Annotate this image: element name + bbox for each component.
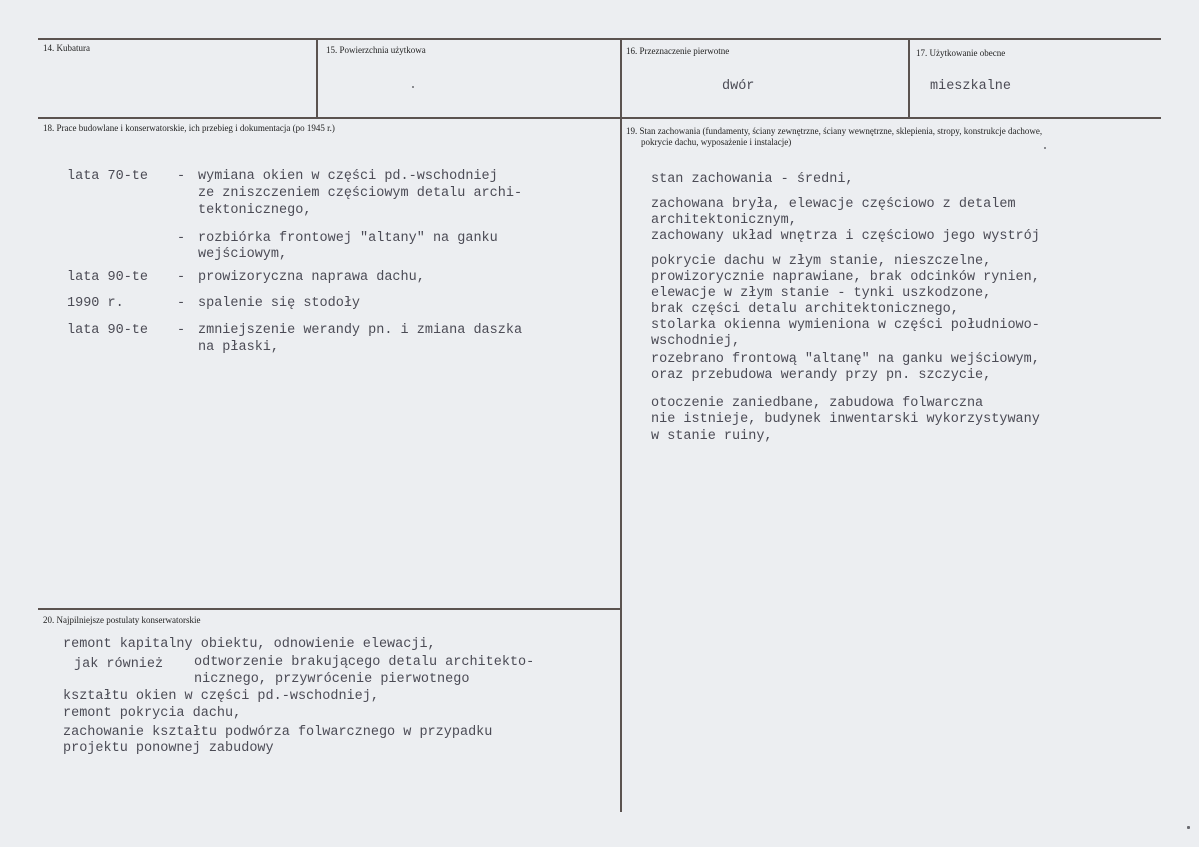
stan-line: nie istnieje, budynek inwentarski wykorzystywany bbox=[651, 412, 1040, 427]
postulaty-label: 20. Najpilniejsze postulaty konserwatorskie bbox=[43, 615, 201, 625]
stan-line: wschodniej, bbox=[651, 334, 741, 349]
prace-entry-line: spalenie się stodoły bbox=[198, 296, 361, 311]
stan-line: zachowany układ wnętrza i częściowo jego wystrój bbox=[651, 229, 1040, 244]
divider-15-16 bbox=[620, 38, 622, 812]
stan-line: w stanie ruiny, bbox=[651, 429, 773, 444]
prace-entry-date: lata 70-te bbox=[67, 169, 149, 184]
postulaty-line: remont pokrycia dachu, bbox=[63, 706, 242, 721]
postulaty-line: remont kapitalny obiektu, odnowienie elewacji, bbox=[63, 637, 436, 652]
powierzchnia-label: 15. Powierzchnia użytkowa bbox=[326, 45, 426, 55]
postulaty-line: kształtu okien w części pd.-wschodniej, bbox=[63, 689, 379, 704]
divider-14-15 bbox=[316, 38, 318, 118]
top-rule bbox=[38, 38, 1161, 40]
przeznaczenie-label: 16. Przeznaczenie pierwotne bbox=[626, 46, 730, 56]
stan-line: brak części detalu architektonicznego, bbox=[651, 302, 959, 317]
prace-entry-line: wymiana okien w części pd.-wschodniej bbox=[198, 169, 498, 184]
stan-line: architektonicznym, bbox=[651, 213, 797, 228]
prace-entry-line: zmniejszenie werandy pn. i zmiana daszka bbox=[198, 323, 523, 338]
section-20-top-rule bbox=[38, 608, 621, 610]
postulaty-line: jak również bbox=[74, 657, 164, 672]
prace-label: 18. Prace budowlane i konserwatorskie, ich przebieg i dokumentacja (po 1945 r.) bbox=[43, 123, 335, 133]
przeznaczenie-value: dwór bbox=[722, 79, 755, 94]
prace-entry-line: na płaski, bbox=[198, 340, 280, 355]
prace-entry-dash: - bbox=[177, 169, 186, 184]
postulaty-line: nicznego, przywrócenie pierwotnego bbox=[194, 672, 470, 687]
kubatura-label: 14. Kubatura bbox=[43, 43, 90, 53]
prace-entry-dash: - bbox=[177, 270, 186, 285]
uzytkowanie-value: mieszkalne bbox=[930, 79, 1012, 94]
prace-entry-line: prowizoryczna naprawa dachu, bbox=[198, 270, 425, 285]
postulaty-line: zachowanie kształtu podwórza folwarcznego w przypadku bbox=[63, 725, 493, 740]
stan-line: pokrycie dachu w złym stanie, nieszczelne, bbox=[651, 254, 992, 269]
prace-entry-dash: - bbox=[177, 231, 186, 246]
stan-line: elewacje w złym stanie - tynki uszkodzone, bbox=[651, 286, 992, 301]
prace-entry-line: ze zniszczeniem częściowym detalu archi- bbox=[198, 186, 523, 201]
prace-entry-date: lata 90-te bbox=[67, 323, 149, 338]
scan-speck bbox=[412, 86, 414, 88]
stan-label: 19. Stan zachowania (fundamenty, ściany zewnętrzne, ściany wewnętrzne, sklepienia, stropy, konstrukcje dachowe, bbox=[626, 126, 1043, 136]
prace-entry-line: rozbiórka frontowej "altany" na ganku bbox=[198, 231, 498, 246]
stan-line: zachowana bryła, elewacje częściowo z detalem bbox=[651, 197, 1016, 212]
prace-entry-line: wejściowym, bbox=[198, 247, 288, 262]
scan-speck bbox=[1044, 147, 1046, 149]
stan-line: prowizorycznie naprawiane, brak odcinków rynien, bbox=[651, 270, 1040, 285]
postulaty-line: projektu ponownej zabudowy bbox=[63, 741, 274, 756]
prace-entry-date: lata 90-te bbox=[67, 270, 149, 285]
stan-line: oraz przebudowa werandy przy pn. szczycie, bbox=[651, 368, 992, 383]
stan-line: rozebrano frontową "altanę" na ganku wejściowym, bbox=[651, 352, 1040, 367]
prace-entry-date: 1990 r. bbox=[67, 296, 124, 311]
divider-16-17 bbox=[908, 38, 910, 118]
stan-label-continued: pokrycie dachu, wyposażenie i instalacje) bbox=[641, 137, 792, 147]
prace-entry-dash: - bbox=[177, 296, 186, 311]
stan-line: stan zachowania - średni, bbox=[651, 172, 854, 187]
scan-speck bbox=[1187, 826, 1190, 829]
stan-line: stolarka okienna wymieniona w części południowo- bbox=[651, 318, 1040, 333]
row1-bottom-rule bbox=[38, 117, 1161, 119]
prace-entry-line: tektonicznego, bbox=[198, 203, 312, 218]
postulaty-line: odtworzenie brakującego detalu architekto- bbox=[194, 655, 535, 670]
prace-entry-dash: - bbox=[177, 323, 186, 338]
stan-line: otoczenie zaniedbane, zabudowa folwarczna bbox=[651, 396, 984, 411]
uzytkowanie-label: 17. Użytkowanie obecne bbox=[916, 48, 1006, 58]
